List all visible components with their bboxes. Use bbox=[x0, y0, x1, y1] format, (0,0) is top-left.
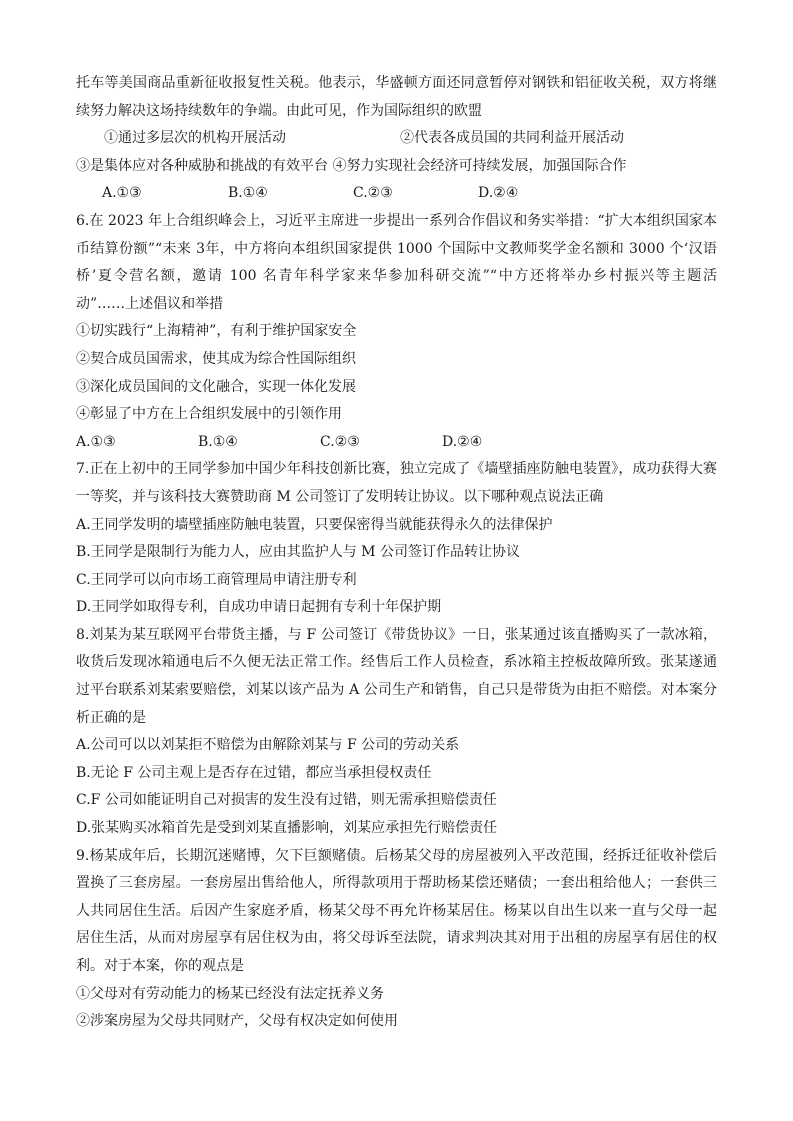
q6-line-3: 桥’夏令营名额，邀请 100 名青年科学家来华参加科研交流”“中方还将举办乡村振兴等主题活 bbox=[76, 268, 717, 285]
q7-option-c: C.王同学可以向市场工商管理局申请注册专利 bbox=[76, 571, 357, 588]
q6-line-1: 6.在 2023 年上合组织峰会上，习近平主席进一步提出一系列合作倡议和务实举措：“扩大本组织国家本 bbox=[76, 212, 717, 229]
q8-line-3: 过平台联系刘某索要赔偿，刘某以该产品为 A 公司生产和销售，自己只是带货为由拒不赔偿。对本案分 bbox=[76, 682, 717, 699]
q6-item-4: ④彰显了中方在上合组织发展中的引领作用 bbox=[76, 406, 342, 423]
q6-option-b: B.①④ bbox=[198, 433, 238, 450]
q6-line-4: 动”……上述倡议和举措 bbox=[76, 295, 224, 312]
q6-item-1: ①切实践行“上海精神”，有利于维护国家安全 bbox=[76, 323, 357, 340]
q8-option-b: B.无论 F 公司主观上是否存在过错，都应当承担侵权责任 bbox=[76, 764, 432, 781]
q5-option-c: C.②③ bbox=[353, 185, 393, 202]
q6-item-3: ③深化成员国间的文化融合，实现一体化发展 bbox=[76, 378, 356, 395]
q5-options bbox=[76, 180, 717, 208]
q8-option-a: A.公司可以以刘某拒不赔偿为由解除刘某与 F 公司的劳动关系 bbox=[76, 737, 460, 754]
q6-options bbox=[76, 429, 717, 457]
q5-option-b: B.①④ bbox=[228, 185, 268, 202]
q8-line-4: 析正确的是 bbox=[76, 709, 146, 726]
q6-item-2: ②契合成员国需求，使其成为综合性国际组织 bbox=[76, 350, 356, 367]
q7-option-b: B.王同学是限制行为能力人，应由其监护人与 M 公司签订作品转让协议 bbox=[76, 544, 520, 561]
q7-line-1: 7.正在上初中的王同学参加中国少年科技创新比赛，独立完成了《墙壁插座防触电装置》，成功获得大赛 bbox=[76, 461, 717, 478]
q7-line-2: 一等奖，并与该科技大赛赞助商 M 公司签订了发明转让协议。以下哪种观点说法正确 bbox=[76, 488, 604, 505]
q9-line-4: 居住生活，从而对房屋享有居住权为由，将父母诉至法院，请求判决其对用于出租的房屋享有居住的权 bbox=[76, 930, 717, 947]
q6-option-c: C.②③ bbox=[320, 433, 360, 450]
q5-items-row-2: ③是集体应对各种威胁和挑战的有效平台 ④努力实现社会经济可持续发展，加强国际合作 bbox=[76, 157, 627, 174]
q9-line-5: 利。对于本案，你的观点是 bbox=[76, 958, 244, 974]
q7-option-a: A.王同学发明的墙壁插座防触电装置，只要保密得当就能获得永久的法律保护 bbox=[76, 516, 553, 533]
q6-option-a: A.①③ bbox=[76, 433, 116, 450]
q5-items-row-1 bbox=[76, 125, 717, 153]
q6-line-2: 币结算份额”“未来 3年，中方将向本组织国家提供 1000 个国际中文教师奖学金名额和 3000 个‘汉语 bbox=[76, 240, 717, 257]
q9-item-2: ②涉案房屋为父母共同财产，父母有权决定如何使用 bbox=[76, 1013, 398, 1030]
q5-item-2: ②代表各成员国的共同利益开展活动 bbox=[400, 130, 624, 147]
q5-line-1: 托车等美国商品重新征收报复性关税。他表示，华盛顿方面还同意暂停对钢铁和铝征收关税，双方将继 bbox=[76, 75, 717, 91]
q5-option-d: D.②④ bbox=[478, 185, 519, 202]
q6-option-d: D.②④ bbox=[442, 433, 483, 450]
q9-line-2: 置换了三套房屋。一套房屋出售给他人，所得款项用于帮助杨某偿还赌债；一套出租给他人；一套供三 bbox=[76, 875, 717, 892]
q8-option-d: D.张某购买冰箱首先是受到刘某直播影响，刘某应承担先行赔偿责任 bbox=[76, 820, 498, 837]
q9-line-3: 人共同居住生活。后因产生家庭矛盾，杨某父母不再允许杨某居住。杨某以自出生以来一直与父母一起 bbox=[76, 902, 717, 919]
q5-line-2: 续努力解决这场持续数年的争端。由此可见，作为国际组织的欧盟 bbox=[76, 102, 482, 119]
q8-option-c: C.F 公司如能证明自己对损害的发生没有过错，则无需承担赔偿责任 bbox=[76, 792, 497, 809]
q9-item-1: ①父母对有劳动能力的杨某已经没有法定抚养义务 bbox=[76, 985, 384, 1002]
q5-option-a: A.①③ bbox=[102, 185, 142, 202]
q7-option-d: D.王同学如取得专利，自成功申请日起拥有专利十年保护期 bbox=[76, 599, 442, 616]
q9-line-1: 9.杨某成年后，长期沉迷赌博，欠下巨额赌债。后杨某父母的房屋被列入平改范围，经拆迁征收补偿后 bbox=[76, 847, 717, 864]
q8-line-1: 8.刘某为某互联网平台带货主播，与 F 公司签订《带货协议》一日，张某通过该直播购买了一款冰箱， bbox=[76, 626, 717, 643]
q5-item-1: ①通过多层次的机构开展活动 bbox=[104, 130, 286, 147]
q8-line-2: 收货后发现冰箱通电后不久便无法正常工作。经售后工作人员检查，系冰箱主控板故障所致。张某遂通 bbox=[76, 654, 717, 671]
